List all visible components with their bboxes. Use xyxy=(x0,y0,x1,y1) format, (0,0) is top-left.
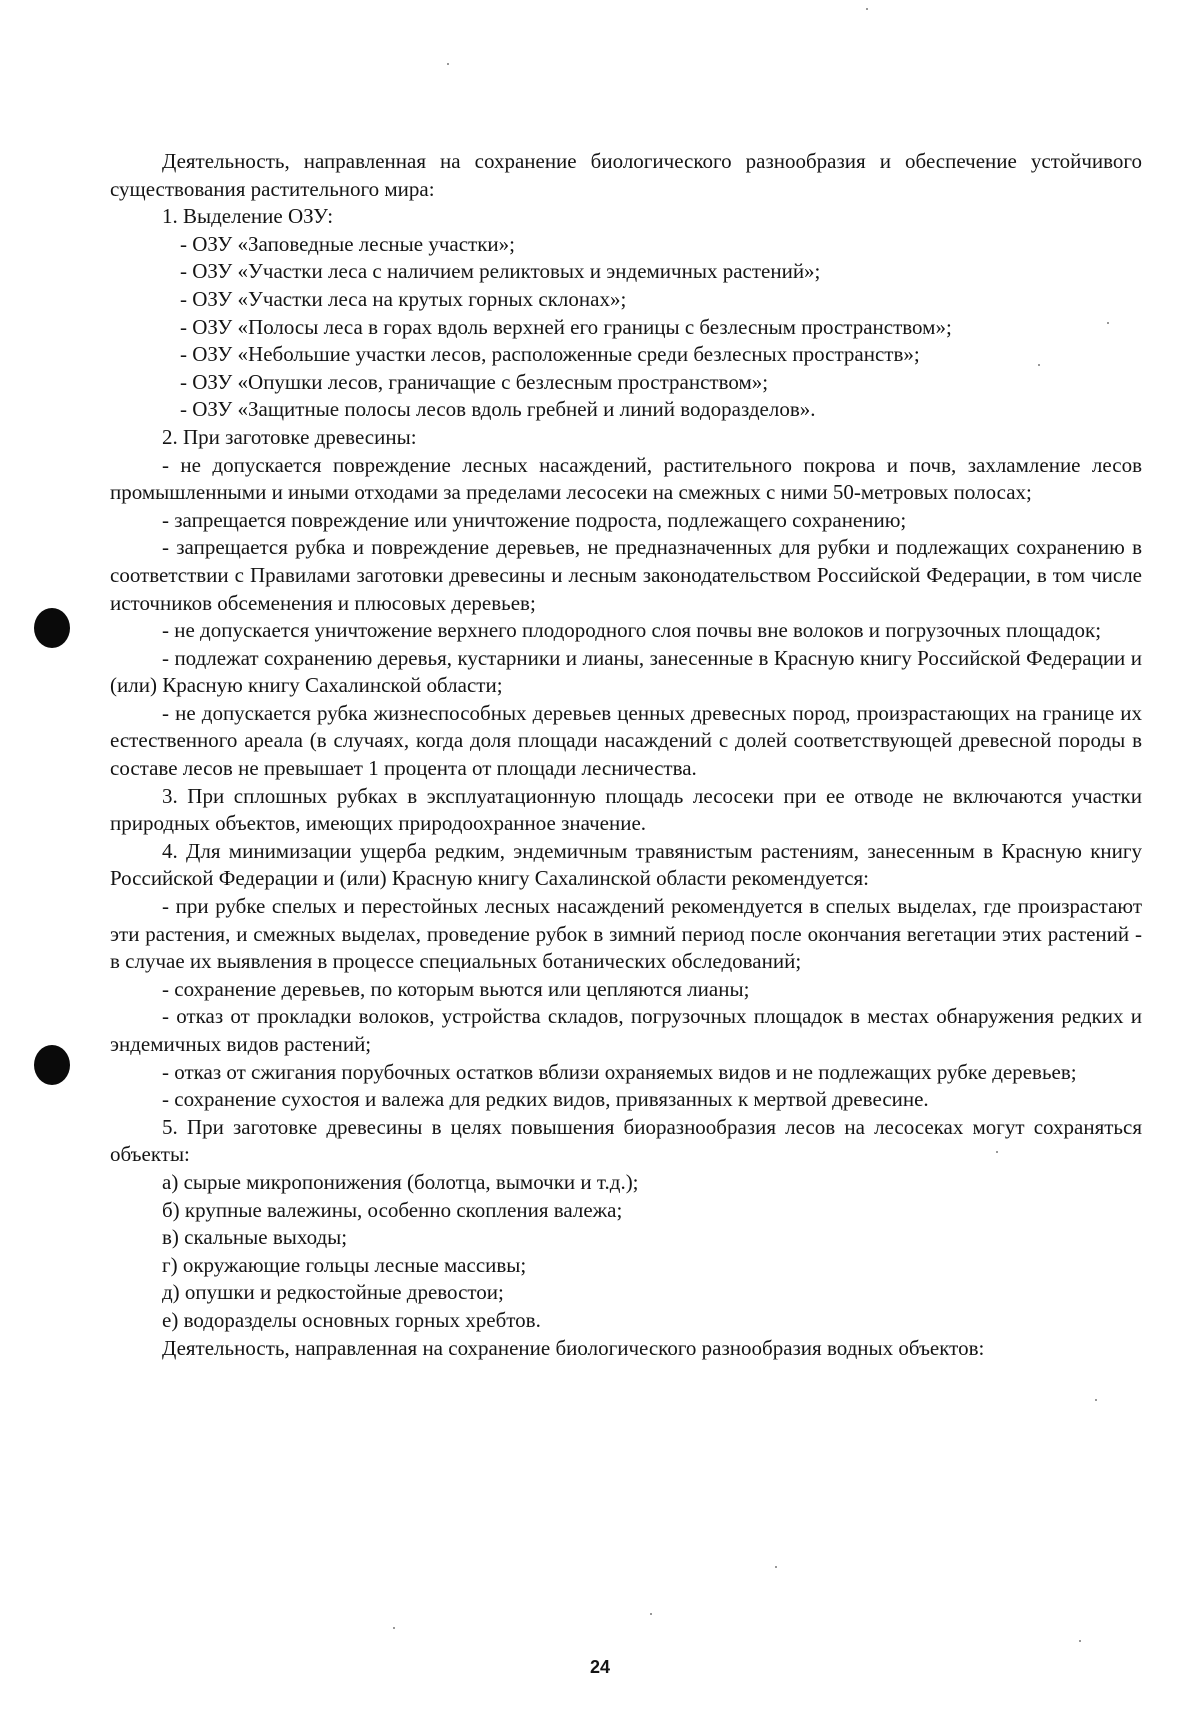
item-5-title: 5. При заготовке древесины в целях повышения биоразнообразия лесов на лесосеках могут сохраняться объекты: xyxy=(110,1114,1142,1167)
ozu-item: - ОЗУ «Участки леса на крутых горных склонах»; xyxy=(180,286,627,311)
scan-speck xyxy=(775,1566,777,1568)
scan-speck xyxy=(447,63,449,65)
item-2-point: - подлежат сохранению деревья, кустарники и лианы, занесенные в Красную книгу Российской Федерации и (или) Красную книгу Сахалинской области; xyxy=(110,645,1142,698)
item-4-point: - отказ от прокладки волоков, устройства складов, погрузочных площадок в местах обнаружения редких и эндемичных видов растений; xyxy=(110,1004,1142,1056)
item-4-point: - при рубке спелых и перестойных лесных насаждений рекомендуется в спелых выделах, где произрастают эти растения, и смежных выделах, проведение рубок в зимний период после окончания вегетации этих растений - в случае их выявления в процессе специальных ботанических обследований; xyxy=(110,894,1142,974)
page-number: 24 xyxy=(589,1657,611,1677)
scan-speck xyxy=(1079,1640,1081,1642)
item-2-point: - не допускается рубка жизнеспособных деревьев ценных древесных пород, произрастающих на границе их естественного ареала (в случаях, когда доля площади насаждений с долей соответствующей древесной породы в составе лесов не превышает 1 процента от площади лесничества. xyxy=(110,700,1142,781)
section-intro-water: Деятельность, направленная на сохранение биологического разнообразия водных объектов: xyxy=(162,1335,985,1360)
item-5-object: д) опушки и редкостойные древостои; xyxy=(162,1280,504,1305)
item-3: 3. При сплошных рубках в эксплуатационную площадь лесосеки при ее отводе не включаются участки природных объектов, имеющих природоохранное значение. xyxy=(110,783,1142,836)
item-2-point: - не допускается повреждение лесных насаждений, растительного покрова и почв, захламление лесов промышленными и иными отходами за пределами лесосеки на смежных с ними 50-метровых полосах; xyxy=(110,452,1142,505)
item-5-object: в) скальные выходы; xyxy=(162,1225,348,1250)
ozu-item: - ОЗУ «Заповедные лесные участки»; xyxy=(180,231,515,256)
item-4-point: - сохранение деревьев, по которым вьются или цепляются лианы; xyxy=(162,976,750,1001)
section-intro-land: Деятельность, направленная на сохранение биологического разнообразия и обеспечение устойчивого существования растительного мира: xyxy=(110,149,1142,201)
scan-speck xyxy=(866,8,868,10)
item-2-title: 2. При заготовке древесины: xyxy=(162,424,417,449)
item-1-title: 1. Выделение ОЗУ: xyxy=(162,204,334,229)
ozu-item: - ОЗУ «Защитные полосы лесов вдоль гребней и линий водоразделов». xyxy=(180,397,816,422)
item-5-object: е) водоразделы основных горных хребтов. xyxy=(162,1307,541,1332)
item-5-object: г) окружающие гольцы лесные массивы; xyxy=(162,1252,527,1277)
item-4-point: - сохранение сухостоя и валежа для редких видов, привязанных к мертвой древесине. xyxy=(162,1087,929,1112)
ozu-item: - ОЗУ «Участки леса с наличием реликтовых и эндемичных растений»; xyxy=(180,259,821,284)
scan-speck xyxy=(1095,1399,1097,1401)
ozu-item: - ОЗУ «Полосы леса в горах вдоль верхней его границы с безлесным пространством»; xyxy=(180,314,952,339)
ozu-item: - ОЗУ «Опушки лесов, граничащие с безлесным пространством»; xyxy=(180,369,769,394)
scan-speck xyxy=(650,1613,652,1615)
item-5-object: а) сырые микропонижения (болотца, вымочки и т.д.); xyxy=(162,1169,639,1194)
scan-speck xyxy=(393,1627,395,1629)
item-4-title: 4. Для минимизации ущерба редким, эндемичным травянистым растениям, занесенным в Красную книгу Российской Федерации и (или) Красную книгу Сахалинской области рекомендуется: xyxy=(110,838,1142,891)
binder-hole-lower xyxy=(34,1045,70,1085)
item-2-point: - запрещается повреждение или уничтожение подроста, подлежащего сохранению; xyxy=(162,507,907,532)
item-5-object: б) крупные валежины, особенно скопления валежа; xyxy=(162,1197,623,1222)
ozu-item: - ОЗУ «Небольшие участки лесов, расположенные среди безлесных пространств»; xyxy=(180,342,920,367)
item-2-point: - не допускается уничтожение верхнего плодородного слоя почвы вне волоков и погрузочных площадок; xyxy=(162,618,1102,643)
page-text xyxy=(110,148,1142,1362)
binder-hole-upper xyxy=(34,608,70,648)
item-4-point: - отказ от сжигания порубочных остатков вблизи охраняемых видов и не подлежащих рубке деревьев; xyxy=(162,1059,1077,1084)
item-2-point: - запрещается рубка и повреждение деревьев, не предназначенных для рубки и подлежащих сохранению в соответствии с Правилами заготовки древесины и лесным законодательством Российской Федерации, в том числе источников обсеменения и плюсовых деревьев; xyxy=(110,535,1142,615)
